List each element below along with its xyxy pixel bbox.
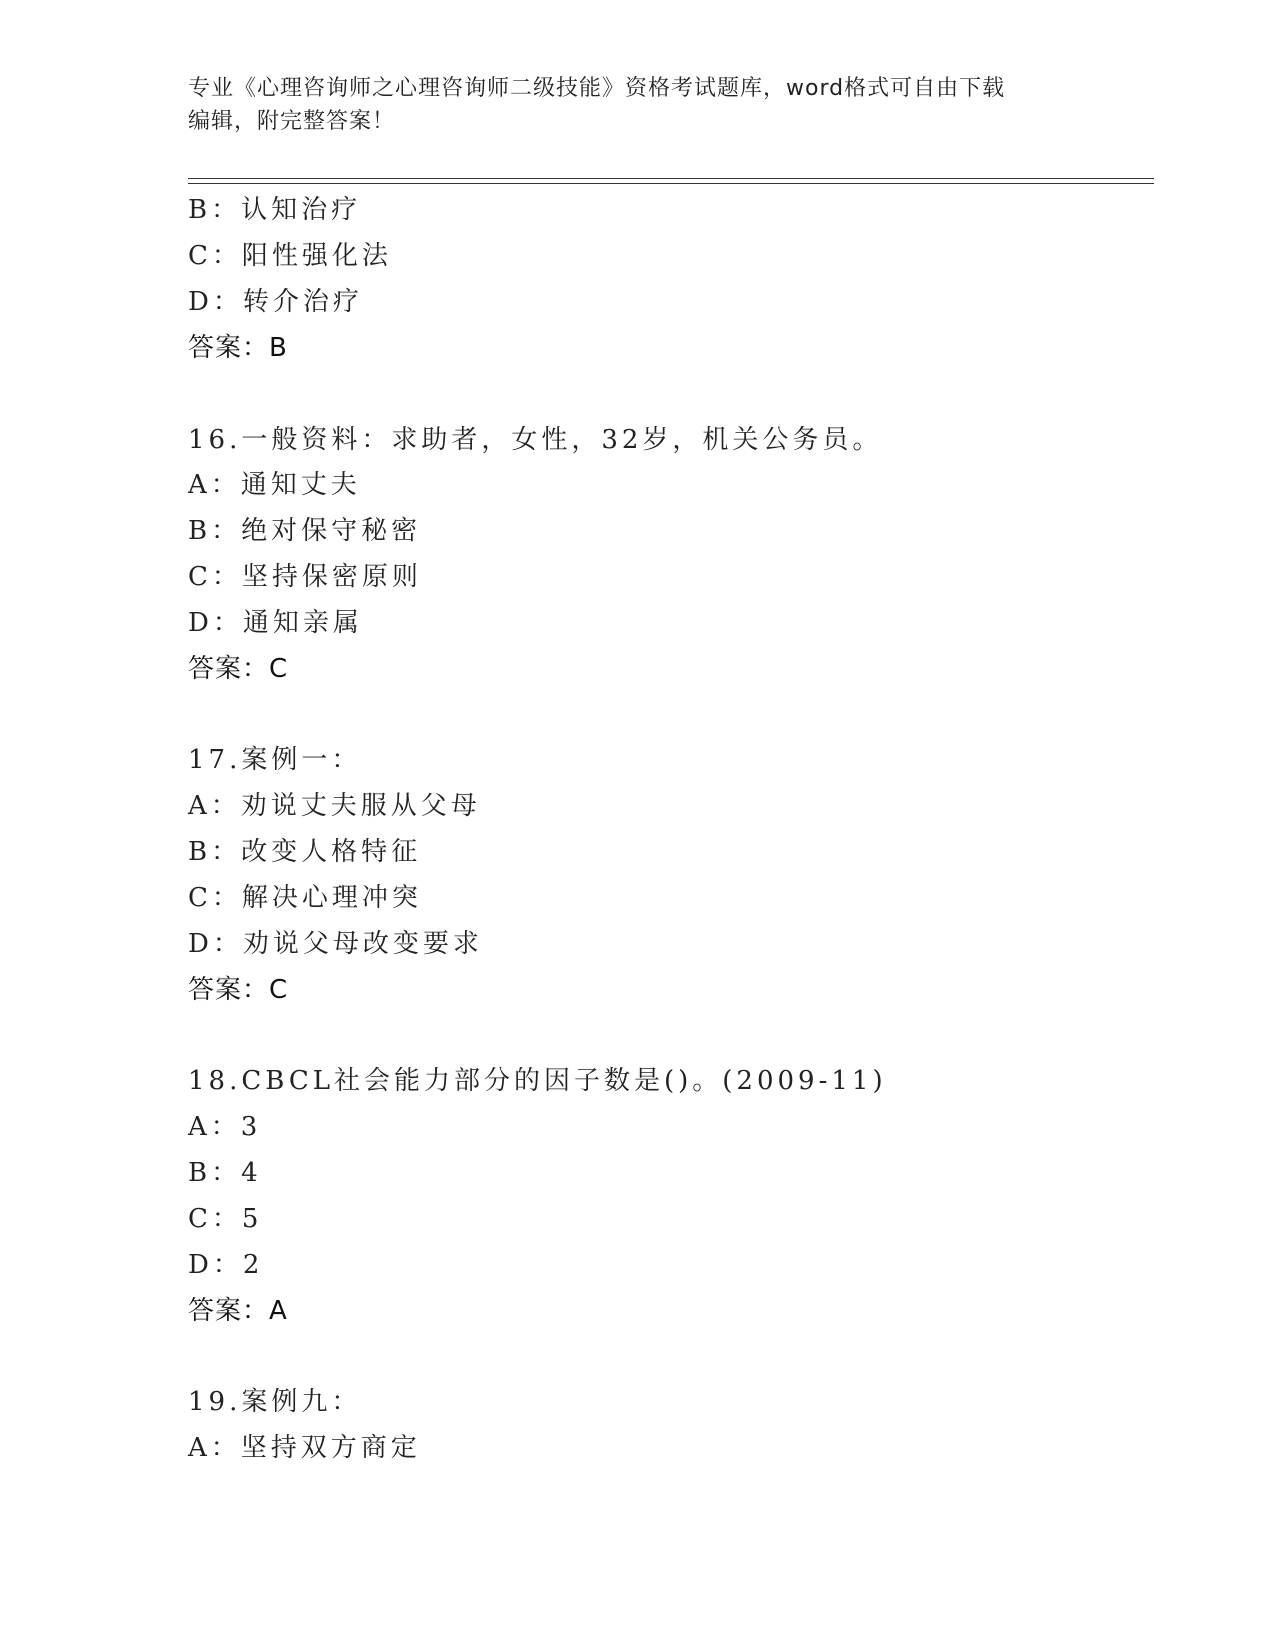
question-18: 18.CBCL社会能力部分的因子数是()。(2009-11): [188, 1066, 887, 1096]
option-c: C：坚持保密原则: [188, 562, 422, 592]
question-16: 16.一般资料：求助者，女性，32岁，机关公务员。: [188, 425, 883, 455]
option-a: A：3: [188, 1112, 262, 1142]
option-b: B：4: [188, 1158, 262, 1188]
option-d: D：通知亲属: [188, 608, 363, 638]
option-c: C：解决心理冲突: [188, 883, 422, 913]
option-b: B：改变人格特征: [188, 837, 422, 867]
header-divider-bottom: [188, 183, 1154, 184]
question-17: 17.案例一：: [188, 745, 362, 775]
document-header: [188, 72, 1068, 138]
header-divider-top: [188, 178, 1154, 179]
answer-label: 答案：B: [188, 333, 288, 363]
answer-label: 答案：C: [188, 654, 289, 684]
option-d: D：2: [188, 1250, 264, 1280]
option-a: A：坚持双方商定: [188, 1433, 421, 1463]
option-d: D：劝说父母改变要求: [188, 929, 483, 959]
option-b: B：认知治疗: [188, 195, 362, 225]
answer-label: 答案：C: [188, 975, 289, 1005]
option-c: C：5: [188, 1204, 263, 1234]
header-line-1: 专业《心理咨询师之心理咨询师二级技能》资格考试题库，word格式可自由下载: [188, 76, 1006, 101]
question-19: 19.案例九：: [188, 1387, 362, 1417]
option-b: B：绝对保守秘密: [188, 516, 422, 546]
option-a: A：劝说丈夫服从父母: [188, 791, 481, 821]
header-line-2: 编辑，附完整答案！: [188, 109, 396, 134]
option-d: D：转介治疗: [188, 287, 363, 317]
answer-label: 答案：A: [188, 1296, 288, 1326]
option-a: A：通知丈夫: [188, 470, 361, 500]
option-c: C：阳性强化法: [188, 241, 392, 271]
